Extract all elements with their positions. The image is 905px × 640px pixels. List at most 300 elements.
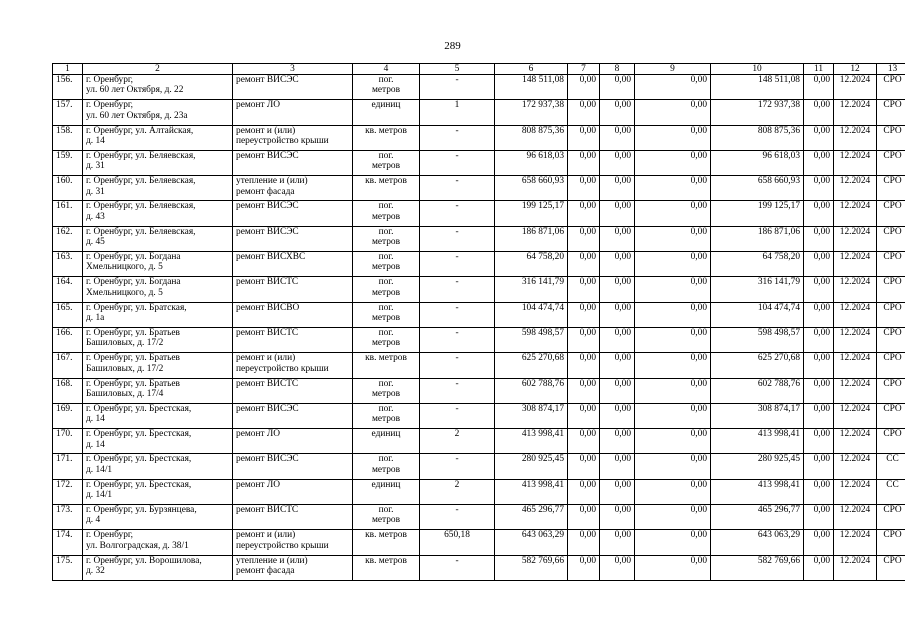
unit-cell-line: метров	[371, 515, 401, 526]
col8-cell: 0,00	[600, 403, 635, 428]
row-number-cell: 165.	[53, 302, 83, 327]
unit-cell-line: метров	[371, 338, 401, 349]
funding-source-cell: СРО	[877, 176, 905, 201]
total-cost-cell: 413 998,41	[495, 479, 568, 504]
funding-source-cell: СРО	[877, 125, 905, 150]
address-cell	[83, 100, 233, 125]
col11-cell: 0,00	[804, 378, 834, 403]
deadline-cell: 12.2024	[834, 252, 877, 277]
row-number-cell: 166.	[53, 327, 83, 352]
unit-cell-line: пог.	[378, 403, 394, 414]
column-header-1: 1	[53, 64, 83, 75]
col11-cell: 0,00	[804, 353, 834, 378]
unit-cell	[353, 252, 420, 277]
unit-cell-line: метров	[371, 85, 401, 96]
unit-cell-line: кв. метров	[365, 176, 407, 187]
work-type-cell-line: переустройство крыши	[236, 540, 329, 551]
row-number-cell: 170.	[53, 429, 83, 454]
quantity-cell: -	[420, 555, 495, 580]
unit-cell-line: единиц	[371, 100, 401, 111]
col11-cell: 0,00	[804, 277, 834, 302]
address-cell-line: Башиловых, д. 17/2	[86, 338, 164, 349]
work-type-cell-line: ремонт фасада	[236, 566, 295, 577]
total-cost-cell: 413 998,41	[495, 429, 568, 454]
table-row	[53, 252, 905, 277]
funding-source-cell: СРО	[877, 150, 905, 175]
address-cell-line: Башиловых, д. 17/2	[86, 363, 164, 374]
address-cell-line: д. 43	[86, 211, 105, 222]
funding-source-cell: СРО	[877, 378, 905, 403]
total-cost-cell: 186 871,06	[495, 226, 568, 251]
address-cell-line: г. Оренбург, ул. Братьев	[86, 327, 180, 338]
col9-cell: 0,00	[635, 530, 711, 555]
col11-cell: 0,00	[804, 429, 834, 454]
deadline-cell: 12.2024	[834, 277, 877, 302]
deadline-cell: 12.2024	[834, 75, 877, 100]
work-type-cell	[233, 505, 353, 530]
row-number-cell: 174.	[53, 530, 83, 555]
unit-cell-line: пог.	[378, 505, 394, 516]
address-cell	[83, 125, 233, 150]
table-row	[53, 530, 905, 555]
work-type-cell-line: ремонт ВИСВО	[236, 302, 300, 313]
funding-source-cell: СРО	[877, 100, 905, 125]
col11-cell: 0,00	[804, 302, 834, 327]
column-number-row	[53, 64, 905, 75]
row-number-cell: 172.	[53, 479, 83, 504]
address-cell	[83, 353, 233, 378]
col8-cell: 0,00	[600, 429, 635, 454]
deadline-cell: 12.2024	[834, 555, 877, 580]
deadline-cell: 12.2024	[834, 201, 877, 226]
total-cost-cell: 199 125,17	[495, 201, 568, 226]
col9-cell: 0,00	[635, 353, 711, 378]
address-cell	[83, 530, 233, 555]
address-cell-line: г. Оренбург, ул. Брестская,	[86, 479, 192, 490]
total-cost-cell: 104 474,74	[495, 302, 568, 327]
work-type-cell	[233, 100, 353, 125]
address-cell-line: Хмельницкого, д. 5	[86, 287, 163, 298]
unit-cell-line: пог.	[378, 226, 394, 237]
funding-source-cell: СРО	[877, 75, 905, 100]
quantity-cell: 1	[420, 100, 495, 125]
unit-cell-line: кв. метров	[365, 530, 407, 541]
col9-cell: 0,00	[635, 454, 711, 479]
quantity-cell: -	[420, 201, 495, 226]
column-header-3: 3	[233, 64, 353, 75]
address-cell-line: ул. Волгоградская, д. 38/1	[86, 540, 189, 551]
col7-cell: 0,00	[568, 327, 600, 352]
col7-cell: 0,00	[568, 125, 600, 150]
table-row	[53, 150, 905, 175]
funding-source-cell: СРО	[877, 327, 905, 352]
unit-cell-line: метров	[371, 313, 401, 324]
col8-cell: 0,00	[600, 555, 635, 580]
deadline-cell: 12.2024	[834, 530, 877, 555]
col10-cell: 148 511,08	[711, 75, 804, 100]
col9-cell: 0,00	[635, 429, 711, 454]
table-row	[53, 125, 905, 150]
address-cell-line: г. Оренбург, ул. Братьев	[86, 378, 180, 389]
work-type-cell	[233, 378, 353, 403]
unit-cell	[353, 277, 420, 302]
col11-cell: 0,00	[804, 454, 834, 479]
deadline-cell: 12.2024	[834, 176, 877, 201]
address-cell-line: д. 4	[86, 515, 101, 526]
quantity-cell: -	[420, 454, 495, 479]
work-type-cell	[233, 125, 353, 150]
quantity-cell: -	[420, 252, 495, 277]
col8-cell: 0,00	[600, 201, 635, 226]
col11-cell: 0,00	[804, 403, 834, 428]
work-type-cell-line: ремонт ВИСЭС	[236, 454, 299, 465]
col7-cell: 0,00	[568, 201, 600, 226]
col11-cell: 0,00	[804, 201, 834, 226]
col7-cell: 0,00	[568, 100, 600, 125]
col10-cell: 602 788,76	[711, 378, 804, 403]
table-row	[53, 327, 905, 352]
col9-cell: 0,00	[635, 150, 711, 175]
row-number-cell: 163.	[53, 252, 83, 277]
address-cell-line: ул. 60 лет Октября, д. 23а	[86, 110, 188, 121]
address-cell-line: г. Оренбург, ул. Богдана	[86, 252, 181, 263]
unit-cell-line: кв. метров	[365, 555, 407, 566]
col10-cell: 199 125,17	[711, 201, 804, 226]
deadline-cell: 12.2024	[834, 100, 877, 125]
address-cell	[83, 378, 233, 403]
col11-cell: 0,00	[804, 176, 834, 201]
address-cell	[83, 176, 233, 201]
table-row	[53, 100, 905, 125]
row-number-cell: 164.	[53, 277, 83, 302]
table-row	[53, 176, 905, 201]
col10-cell: 465 296,77	[711, 505, 804, 530]
address-cell-line: г. Оренбург,	[86, 100, 134, 111]
quantity-cell: -	[420, 277, 495, 302]
total-cost-cell: 643 063,29	[495, 530, 568, 555]
funding-source-cell: СРО	[877, 252, 905, 277]
work-type-cell-line: ремонт и (или)	[236, 530, 296, 541]
column-header-8: 8	[600, 64, 635, 75]
address-cell-line: д. 31	[86, 161, 105, 172]
work-type-cell-line: ремонт и (или)	[236, 353, 296, 364]
row-number-cell: 161.	[53, 201, 83, 226]
col9-cell: 0,00	[635, 226, 711, 251]
deadline-cell: 12.2024	[834, 327, 877, 352]
col7-cell: 0,00	[568, 176, 600, 201]
col10-cell: 96 618,03	[711, 150, 804, 175]
table-row	[53, 429, 905, 454]
unit-cell	[353, 454, 420, 479]
unit-cell	[353, 505, 420, 530]
row-number-cell: 157.	[53, 100, 83, 125]
unit-cell	[353, 125, 420, 150]
col9-cell: 0,00	[635, 252, 711, 277]
total-cost-cell: 808 875,36	[495, 125, 568, 150]
col8-cell: 0,00	[600, 353, 635, 378]
address-cell	[83, 302, 233, 327]
row-number-cell: 156.	[53, 75, 83, 100]
address-cell-line: г. Оренбург, ул. Брестская,	[86, 403, 192, 414]
quantity-cell: -	[420, 378, 495, 403]
quantity-cell: -	[420, 226, 495, 251]
table-row	[53, 479, 905, 504]
unit-cell	[353, 100, 420, 125]
unit-cell-line: метров	[371, 287, 401, 298]
col8-cell: 0,00	[600, 378, 635, 403]
work-type-cell-line: ремонт ВИСЭС	[236, 201, 299, 212]
quantity-cell: -	[420, 125, 495, 150]
col8-cell: 0,00	[600, 75, 635, 100]
col10-cell: 625 270,68	[711, 353, 804, 378]
unit-cell-line: метров	[371, 211, 401, 222]
work-type-cell	[233, 176, 353, 201]
work-type-cell-line: ремонт ВИСТС	[236, 378, 299, 389]
address-cell	[83, 252, 233, 277]
address-cell-line: г. Оренбург,	[86, 530, 134, 541]
unit-cell	[353, 403, 420, 428]
col10-cell: 172 937,38	[711, 100, 804, 125]
column-header-10: 10	[711, 64, 804, 75]
col10-cell: 104 474,74	[711, 302, 804, 327]
col8-cell: 0,00	[600, 302, 635, 327]
column-header-9: 9	[635, 64, 711, 75]
table-row	[53, 353, 905, 378]
address-cell	[83, 226, 233, 251]
unit-cell	[353, 150, 420, 175]
work-type-cell-line: ремонт ВИСЭС	[236, 403, 299, 414]
unit-cell	[353, 327, 420, 352]
funding-source-cell: СРО	[877, 201, 905, 226]
work-type-cell-line: ремонт ЛО	[236, 429, 281, 440]
work-type-cell-line: переустройство крыши	[236, 363, 329, 374]
unit-cell	[353, 201, 420, 226]
deadline-cell: 12.2024	[834, 505, 877, 530]
unit-cell-line: метров	[371, 388, 401, 399]
work-type-cell-line: ремонт ВИСТС	[236, 505, 299, 516]
total-cost-cell: 96 618,03	[495, 150, 568, 175]
address-cell-line: д. 1а	[86, 313, 105, 324]
total-cost-cell: 316 141,79	[495, 277, 568, 302]
column-header-7: 7	[568, 64, 600, 75]
col8-cell: 0,00	[600, 150, 635, 175]
row-number-cell: 167.	[53, 353, 83, 378]
deadline-cell: 12.2024	[834, 125, 877, 150]
work-type-cell	[233, 226, 353, 251]
unit-cell	[353, 353, 420, 378]
col10-cell: 598 498,57	[711, 327, 804, 352]
work-type-cell	[233, 353, 353, 378]
col8-cell: 0,00	[600, 505, 635, 530]
unit-cell-line: пог.	[378, 378, 394, 389]
total-cost-cell: 308 874,17	[495, 403, 568, 428]
col11-cell: 0,00	[804, 252, 834, 277]
deadline-cell: 12.2024	[834, 353, 877, 378]
unit-cell	[353, 75, 420, 100]
address-cell	[83, 479, 233, 504]
work-type-cell	[233, 403, 353, 428]
quantity-cell: 2	[420, 479, 495, 504]
work-type-cell-line: ремонт ЛО	[236, 100, 281, 111]
column-header-2: 2	[83, 64, 233, 75]
work-type-cell-line: ремонт ВИСХВС	[236, 252, 306, 263]
col9-cell: 0,00	[635, 505, 711, 530]
work-type-cell	[233, 327, 353, 352]
address-cell-line: г. Оренбург, ул. Алтайская,	[86, 125, 194, 136]
address-cell-line: г. Оренбург, ул. Братская,	[86, 302, 187, 313]
deadline-cell: 12.2024	[834, 378, 877, 403]
work-type-cell-line: ремонт фасада	[236, 186, 295, 197]
work-type-cell-line: ремонт ВИСЭС	[236, 150, 299, 161]
address-cell	[83, 277, 233, 302]
column-header-5: 5	[420, 64, 495, 75]
unit-cell	[353, 226, 420, 251]
address-cell-line: д. 14	[86, 136, 105, 146]
table-row	[53, 75, 905, 100]
unit-cell-line: пог.	[378, 302, 394, 313]
col11-cell: 0,00	[804, 150, 834, 175]
address-cell-line: Башиловых, д. 17/4	[86, 388, 164, 399]
col7-cell: 0,00	[568, 555, 600, 580]
quantity-cell: -	[420, 505, 495, 530]
unit-cell	[353, 378, 420, 403]
unit-cell-line: кв. метров	[365, 125, 407, 136]
table-row	[53, 403, 905, 428]
col8-cell: 0,00	[600, 479, 635, 504]
col10-cell: 658 660,93	[711, 176, 804, 201]
unit-cell	[353, 302, 420, 327]
col9-cell: 0,00	[635, 125, 711, 150]
funding-source-cell: СРО	[877, 530, 905, 555]
col7-cell: 0,00	[568, 505, 600, 530]
column-header-12: 12	[834, 64, 877, 75]
funding-source-cell: СРО	[877, 505, 905, 530]
col9-cell: 0,00	[635, 100, 711, 125]
total-cost-cell: 148 511,08	[495, 75, 568, 100]
unit-cell-line: единиц	[371, 429, 401, 440]
unit-cell-line: метров	[371, 161, 401, 172]
work-type-cell	[233, 454, 353, 479]
quantity-cell: 2	[420, 429, 495, 454]
work-type-cell	[233, 75, 353, 100]
col7-cell: 0,00	[568, 403, 600, 428]
col7-cell: 0,00	[568, 353, 600, 378]
address-cell-line: г. Оренбург, ул. Ворошилова,	[86, 555, 202, 566]
unit-cell-line: кв. метров	[365, 353, 407, 364]
address-cell	[83, 555, 233, 580]
deadline-cell: 12.2024	[834, 302, 877, 327]
column-header-6: 6	[495, 64, 568, 75]
funding-source-cell: СС	[877, 479, 905, 504]
unit-cell-line: пог.	[378, 277, 394, 288]
table-row	[53, 454, 905, 479]
work-type-cell-line: переустройство крыши	[236, 136, 329, 146]
col9-cell: 0,00	[635, 555, 711, 580]
funding-source-cell: СРО	[877, 555, 905, 580]
deadline-cell: 12.2024	[834, 226, 877, 251]
total-cost-cell: 598 498,57	[495, 327, 568, 352]
deadline-cell: 12.2024	[834, 150, 877, 175]
col11-cell: 0,00	[804, 505, 834, 530]
unit-cell-line: пог.	[378, 454, 394, 465]
funding-source-cell: СРО	[877, 403, 905, 428]
col7-cell: 0,00	[568, 454, 600, 479]
col8-cell: 0,00	[600, 100, 635, 125]
col11-cell: 0,00	[804, 100, 834, 125]
col9-cell: 0,00	[635, 302, 711, 327]
address-cell-line: г. Оренбург, ул. Брестская,	[86, 429, 192, 440]
col10-cell: 808 875,36	[711, 125, 804, 150]
row-number-cell: 168.	[53, 378, 83, 403]
col9-cell: 0,00	[635, 75, 711, 100]
address-cell-line: д. 45	[86, 237, 105, 248]
row-number-cell: 175.	[53, 555, 83, 580]
col8-cell: 0,00	[600, 226, 635, 251]
table-row	[53, 302, 905, 327]
total-cost-cell: 64 758,20	[495, 252, 568, 277]
row-number-cell: 159.	[53, 150, 83, 175]
work-type-cell-line: ремонт и (или)	[236, 125, 296, 136]
deadline-cell: 12.2024	[834, 429, 877, 454]
work-type-cell-line: ремонт ЛО	[236, 479, 281, 490]
col7-cell: 0,00	[568, 479, 600, 504]
work-type-cell	[233, 555, 353, 580]
col10-cell: 413 998,41	[711, 429, 804, 454]
address-cell-line: д. 32	[86, 566, 105, 577]
col11-cell: 0,00	[804, 125, 834, 150]
col8-cell: 0,00	[600, 176, 635, 201]
row-number-cell: 158.	[53, 125, 83, 150]
col7-cell: 0,00	[568, 378, 600, 403]
address-cell	[83, 75, 233, 100]
address-cell-line: Хмельницкого, д. 5	[86, 262, 163, 273]
col10-cell: 643 063,29	[711, 530, 804, 555]
col11-cell: 0,00	[804, 530, 834, 555]
col8-cell: 0,00	[600, 454, 635, 479]
col11-cell: 0,00	[804, 327, 834, 352]
unit-cell	[353, 555, 420, 580]
address-cell-line: г. Оренбург, ул. Беляевская,	[86, 150, 196, 161]
row-number-cell: 160.	[53, 176, 83, 201]
work-type-cell	[233, 277, 353, 302]
address-cell	[83, 429, 233, 454]
col8-cell: 0,00	[600, 252, 635, 277]
work-type-cell-line: утепление и (или)	[236, 555, 308, 566]
total-cost-cell: 280 925,45	[495, 454, 568, 479]
funding-source-cell: СРО	[877, 277, 905, 302]
col7-cell: 0,00	[568, 75, 600, 100]
unit-cell-line: пог.	[378, 201, 394, 212]
repair-schedule-table	[52, 63, 905, 581]
total-cost-cell: 625 270,68	[495, 353, 568, 378]
col8-cell: 0,00	[600, 530, 635, 555]
table-row	[53, 201, 905, 226]
col11-cell: 0,00	[804, 479, 834, 504]
work-type-cell	[233, 302, 353, 327]
total-cost-cell: 172 937,38	[495, 100, 568, 125]
address-cell	[83, 201, 233, 226]
address-cell-line: д. 14/1	[86, 464, 113, 475]
address-cell-line: г. Оренбург, ул. Беляевская,	[86, 201, 196, 212]
quantity-cell: -	[420, 353, 495, 378]
quantity-cell: -	[420, 302, 495, 327]
unit-cell-line: пог.	[378, 150, 394, 161]
address-cell-line: д. 31	[86, 186, 105, 197]
address-cell-line: г. Оренбург, ул. Беляевская,	[86, 176, 196, 187]
address-cell-line: д. 14	[86, 414, 105, 425]
column-header-13: 13	[877, 64, 905, 75]
col8-cell: 0,00	[600, 277, 635, 302]
